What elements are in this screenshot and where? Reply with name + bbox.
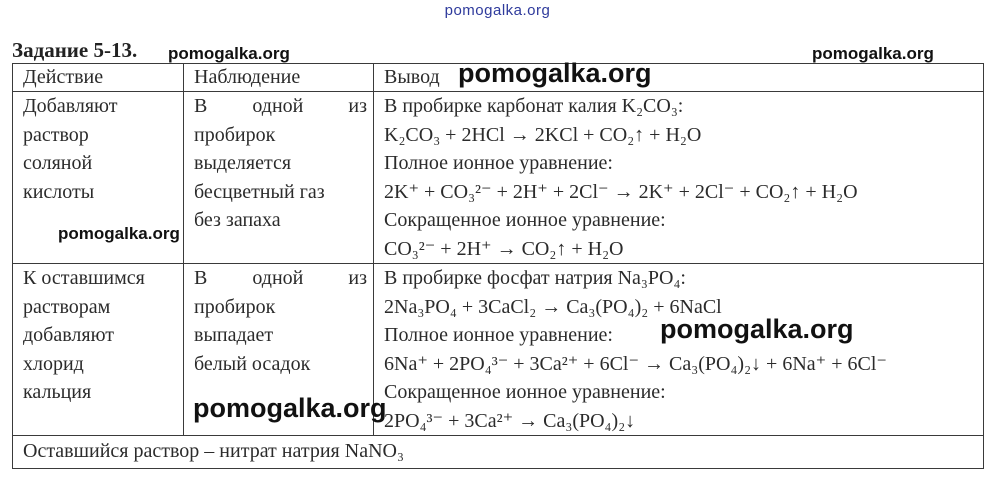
observation-word: В	[194, 95, 208, 117]
full-ionic-label: Полное ионное уравнение:	[384, 152, 613, 174]
short-ionic-equation: CO₃²⁻ + 2H⁺ → CO₂↑ + H₂O	[384, 237, 624, 260]
full-ionic-label: Полное ионное уравнение:	[384, 324, 613, 346]
action-line: кальция	[23, 381, 92, 403]
conclusion-cell	[374, 264, 984, 436]
action-line: кислоты	[23, 180, 95, 203]
watermark: pomogalka.org	[458, 58, 652, 88]
table-row	[13, 264, 984, 436]
conclusion-intro: В пробирке карбонат калия K₂CO₃:	[384, 95, 684, 117]
results-table	[12, 63, 984, 469]
observation-line: пробирок	[194, 123, 276, 146]
header-conclusion: Вывод	[374, 64, 984, 92]
conclusion-intro: В пробирке фосфат натрия Na₃PO₄:	[384, 267, 686, 289]
observation-line: без запаха	[194, 209, 281, 231]
observation-word: одной	[252, 95, 304, 117]
header-observation: Наблюдение	[184, 64, 374, 92]
action-line: растворам	[23, 295, 111, 318]
observation-line: выделяется	[194, 152, 292, 174]
action-line: соляной	[23, 152, 93, 174]
action-line: добавляют	[23, 324, 115, 346]
table-row-final	[13, 436, 984, 469]
action-line: К оставшимся	[23, 267, 145, 289]
action-line: Добавляют	[23, 95, 118, 117]
short-ionic-label: Сокращенное ионное уравнение:	[384, 381, 666, 403]
observation-line: бесцветный газ	[194, 180, 325, 203]
full-ionic-equation: 2K⁺ + CO₃²⁻ + 2H⁺ + 2Cl⁻ → 2K⁺ + 2Cl⁻ + CO₂↑ + H₂O	[384, 180, 858, 203]
observation-line	[194, 264, 367, 293]
observation-word: из	[348, 267, 367, 289]
watermark: pomogalka.org	[193, 393, 387, 423]
watermark: pomogalka.org	[812, 44, 934, 63]
task-title: Задание 5-13.	[12, 38, 138, 62]
observation-line	[194, 92, 367, 121]
site-header-logo[interactable]: pomogalka.org	[444, 2, 551, 19]
conclusion-cell	[374, 92, 984, 264]
watermark: pomogalka.org	[660, 314, 854, 344]
observation-line: белый осадок	[194, 352, 311, 375]
watermark: pomogalka.org	[58, 224, 180, 243]
observation-word: В	[194, 267, 208, 289]
action-line: раствор	[23, 123, 89, 146]
observation-line: пробирок	[194, 295, 276, 318]
short-ionic-equation: 2PO₄³⁻ + 3Ca²⁺ → Ca₃(PO₄)₂↓	[384, 409, 636, 432]
full-ionic-equation: 6Na⁺ + 2PO₄³⁻ + 3Ca²⁺ + 6Cl⁻ → Ca₃(PO₄)₂↓ + 6Na⁺ + 6Cl⁻	[384, 352, 887, 375]
watermark: pomogalka.org	[168, 44, 290, 63]
final-conclusion: Оставшийся раствор – нитрат натрия NaNO₃	[13, 436, 984, 469]
action-line: хлорид	[23, 352, 84, 375]
observation-word: одной	[252, 267, 304, 289]
observation-line: выпадает	[194, 324, 274, 346]
molecular-equation: 2Na₃PO₄ + 3CaCl₂ → Ca₃(PO₄)₂ + 6NaCl	[384, 295, 722, 318]
header-action: Действие	[13, 64, 184, 92]
short-ionic-label: Сокращенное ионное уравнение:	[384, 209, 666, 231]
observation-cell	[184, 92, 374, 264]
observation-word: из	[348, 95, 367, 117]
molecular-equation: K₂CO₃ + 2HCl → 2KCl + CO₂↑ + H₂O	[384, 123, 702, 146]
action-cell	[13, 264, 184, 436]
